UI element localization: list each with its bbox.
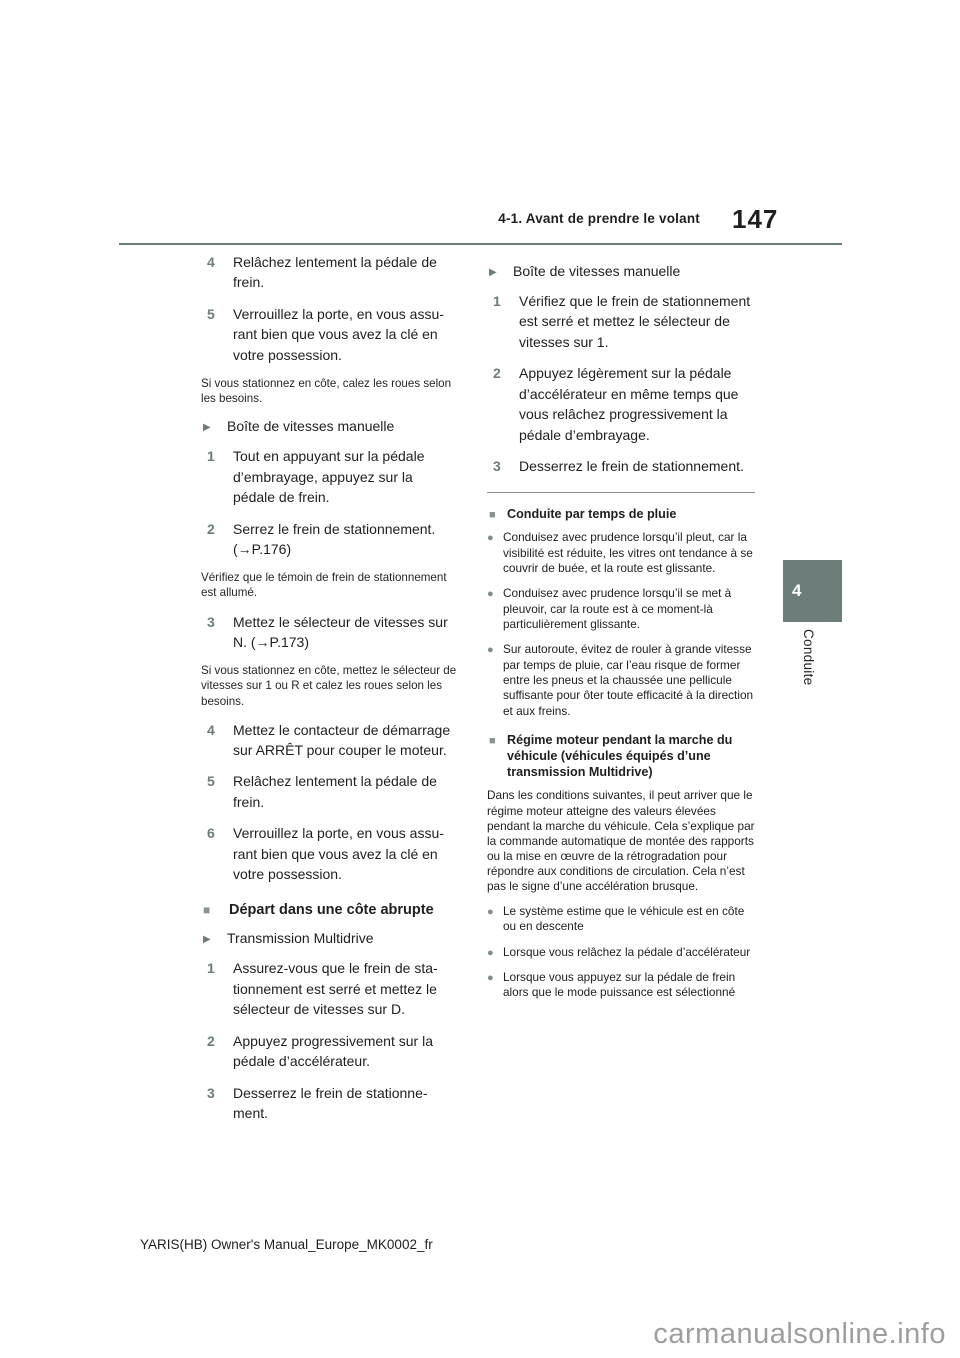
footer-manual-id: YARIS(HB) Owner's Manual_Europe_MK0002_fr [140,1237,433,1252]
step-text: Appuyez légèrement sur la pédale d’accélérateur en même temps que vous relâchez progressivement la pédale d’embrayage. [519,365,739,443]
bullet-item [487,904,755,935]
step-item [201,958,457,1019]
step-item [201,612,457,653]
header-section-title: 4-1. Avant de prendre le volant [498,211,700,226]
chapter-tab [783,560,842,622]
section-heading-text: Régime moteur pendant la marche du véhicule (véhicules équipés d’une transmission Multidrive) [507,733,733,780]
right-column [487,252,755,1011]
variant-label: Transmission Multidrive [227,930,374,947]
step-text: Assurez-vous que le frein de stationnement est serré et mettez le sélecteur de vitesses sur D. [233,960,438,1018]
page-number: 147 [732,204,779,234]
triangle-marker-icon: ▶ [489,267,497,278]
section-heading-text: Conduite par temps de pluie [507,507,677,522]
triangle-marker-icon: ▶ [203,934,211,946]
step-text: Verrouillez la porte, en vous assurant bien que vous avez la clé en votre possession. [233,305,444,363]
watermark-text: carmanualsonline.info [653,1318,946,1350]
bullet-item [487,530,755,576]
header-rule [119,243,842,245]
variant-item [487,262,755,282]
step-number: 4 [207,721,215,738]
step-item [201,771,457,812]
variant-label: Boîte de vitesses manuelle [513,263,681,279]
step-text: Desserrez le frein de stationnement. [519,457,744,474]
section-heading-text: Départ dans une côte abrupte [229,901,434,918]
step-item [201,446,457,507]
paragraph-text: Dans les conditions suivantes, il peut arriver que le régime moteur atteigne des valeurs élevées pendant la marche du véhicule. Cela s’explique par la commande automatique de montée des rapports ou la mise en œuvre de la rétrogradation pour répondre aux conditions de circulation. Cela n’est pas le signe d’une accélération brusque. [487,788,755,893]
bullet-text: Conduisez avec prudence lorsqu’il pleut, car la visibilité est réduite, les vitres ont tendance à se couvrir de buée, et la route est glissante. [503,530,753,576]
step-number: 3 [207,1084,215,1101]
step-item [201,1083,457,1124]
square-marker-icon: ■ [203,902,211,917]
bullet-icon: ● [487,588,494,601]
section-heading [487,506,755,522]
section-divider [487,492,755,493]
step-item [487,363,755,445]
step-number: 1 [493,292,501,309]
variant-item [201,929,457,949]
triangle-marker-icon: ▶ [203,422,211,434]
bullet-item [487,970,755,1001]
left-column [201,252,457,1134]
step-number: 2 [207,520,215,537]
step-text: Relâchez lentement la pédale de frein. [233,254,437,291]
step-item [201,304,457,365]
step-number: 1 [207,960,215,977]
variant-label: Boîte de vitesses manuelle [227,418,395,435]
step-number: 6 [207,825,215,842]
bullet-text: Conduisez avec prudence lorsqu’il se met à pleuvoir, car la route est à ce moment-là particulièrement glissante. [503,586,732,632]
step-item [201,720,457,761]
step-text: Verrouillez la porte, en vous assurant bien que vous avez la clé en votre possession. [233,825,444,883]
step-text: Appuyez progressivement sur la pédale d’accélérateur. [233,1032,433,1070]
note-text: Si vous stationnez en côte, calez les roues selon les besoins. [201,377,452,406]
step-item [201,519,457,560]
step-text: Desserrez le frein de stationnement. [233,1084,428,1121]
square-marker-icon: ■ [489,509,496,522]
bullet-text: Lorsque vous relâchez la pédale d’accélérateur [503,944,751,959]
bullet-icon: ● [487,972,494,985]
step-number: 3 [207,613,215,630]
variant-item [201,417,457,437]
step-item [201,1031,457,1072]
note-text: Vérifiez que le témoin de frein de stationnement est allumé. [201,571,447,600]
bullet-text: Le système estime que le véhicule est en côte ou en descente [503,904,745,934]
step-number: 5 [207,773,215,790]
step-number: 2 [207,1032,215,1049]
section-heading [201,901,457,920]
bullet-icon: ● [487,906,494,919]
bullet-icon: ● [487,946,494,959]
step-text: Mettez le contacteur de démarrage sur ARRÊT pour couper le moteur. [233,721,451,758]
step-text: Relâchez lentement la pédale de frein. [233,773,437,810]
step-item [201,252,457,293]
bullet-item [487,945,755,960]
bullet-icon: ● [487,644,494,657]
square-marker-icon: ■ [489,735,496,748]
step-number: 1 [207,448,215,465]
step-number: 4 [207,254,215,270]
step-text: Mettez le sélecteur de vitesses sur N. (→P.173) [233,613,448,650]
step-item [201,823,457,884]
step-text: Vérifiez que le frein de stationnement est serré et mettez le sélecteur de vitesses sur 1. [519,292,751,350]
note-text: Si vous stationnez en côte, mettez le sélecteur de vitesses sur 1 ou R et calez les roues selon les besoins. [201,664,457,708]
step-number: 5 [207,305,215,322]
chapter-tab-label: Conduite [801,629,816,686]
bullet-item [487,642,755,719]
step-item [487,291,755,352]
step-number: 2 [493,365,501,382]
bullet-text: Lorsque vous appuyez sur la pédale de frein alors que le mode puissance est sélectionné [503,970,736,1000]
step-text: Tout en appuyant sur la pédale d’embrayage, appuyez sur la pédale de frein. [233,448,425,506]
chapter-tab-number: 4 [792,581,802,600]
step-number: 3 [493,457,501,474]
section-heading [487,732,755,780]
bullet-item [487,586,755,632]
step-item [487,456,755,476]
step-text: Serrez le frein de stationnement. (→P.176) [233,520,436,557]
bullet-icon: ● [487,532,494,545]
bullet-text: Sur autoroute, évitez de rouler à grande vitesse par temps de pluie, car l’eau risque de former entre les pneus et la chaussée une pellicule suffisante pour ôter toute efficacité à la direction et aux freins. [503,642,754,718]
